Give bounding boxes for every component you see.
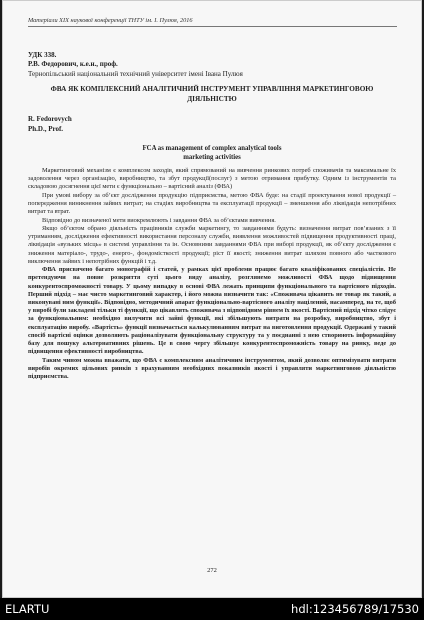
- udk-code: УДК 338.: [28, 51, 57, 59]
- english-title-line2: marketing activities: [183, 154, 241, 162]
- page-number: 272: [207, 567, 217, 574]
- paragraph: Якщо об’єктом обрано діяльність працівників служби маркетингу, то завданнями будуть: визначення витрат пов’язаних з її утриманням, дослідження ефективності використання персоналу служби, виявлення можливостей підвищення продуктивності праці, ліквідація «вузьких місць» в системі управління та ін. Основними завданнями ФВА при виборі продукції, як об’єкту дослідження є зниження матеріало-, трудо-, енерго-, фондомісткості продукції; ріст її якості; зниження витрат шляхом повного або часткового виключення зайвих і непотрібних функцій і т.д.: [28, 224, 396, 265]
- handle-id[interactable]: hdl:123456789/17530: [291, 602, 419, 616]
- header-rule: [28, 26, 397, 27]
- author-line: Р.В. Федорович, к.е.н., проф.: [28, 60, 118, 68]
- running-header: Матеріали XIX наукової конференції ТНТУ ім. І. Пулюя, 2016: [28, 17, 193, 24]
- paragraph: ФВА присвячено багато монографій і статей, у рамках цієї проблеми працює багато кваліфікованих спеціалістів. Не претендуючи на повне розкриття суті цього виду аналізу, розглянемо можливості ФВА щодо підвищення конкурентоспроможності товару. У цьому випадку в основі ФВА лежать принципи функціонального та вартісного підходів. Перший підхід – має чисто маркетинговий характер, і його можна визначити так: «Споживача цікавить не товар як такий, а виконувані ним функції». Відповідно, методичний апарат функціонально-вартісного аналізу націлений, насамперед, на те, щоб у виробі були закладені тільки ті функції, що цікавлять споживача з відповідним рівнем їх якості. Вартісний підхід чітко слідує за функціональним: необхідно вилучити всі зайві функції, які збільшують витрати на розробку, виробництво, збут і експлуатацію виробу. «Вартість» функції визначається калькулюванням витрат на виготовлення продукції. Одержані у такий спосіб вартісні оцінки дозволяють раціоналізувати функціональну структуру та у поєднанні з нею створюють інформаційну базу для пошуку альтернативних рішень. Це в свою чергу збільшує конкурентоспроможність товару на ринку, веде до підвищення ефективності виробництва.: [28, 266, 396, 356]
- repository-footer: [0, 598, 424, 620]
- document-page: [2, 0, 422, 598]
- english-degree: Ph.D., Prof.: [28, 125, 64, 133]
- paragraph: Відповідно до визначеної мети виокремлюють і завдання ФВА за об’єктами вивчення.: [42, 216, 276, 224]
- article-body: [28, 167, 396, 381]
- english-author: R. Fedorovych: [28, 115, 72, 123]
- article-title: ФВА ЯК КОМПЛЕКСНИЙ АНАЛІТИЧНИЙ ІНСТРУМЕНТ УПРАВЛІННЯ МАРКЕТИНГОВОЮ ДІЯЛЬНІСТЮ: [50, 85, 374, 103]
- english-title-line1: FCA as management of complex analytical tools: [142, 145, 282, 152]
- paragraph: Маркетинговий механізм є комплексом заходів, який спрямований на вивчення ринкових потреб споживачів та максимальне їх задоволення через організацію, виробництво, та збут продукції(послуг) з метою отримання прибутку. Одним із інструментів та складовою досягнення цієї мети є функціонально – вартісний аналіз (ФВА): [28, 167, 396, 191]
- repository-name: ELARTU: [5, 602, 50, 616]
- paragraph: Таким чином можна вважати, що ФВА є комплексним аналітичним інструментом, який дозволяє оптимізувати витрати виробів окремих цільових ринків з врахуванням необхідних показників якості і управляти маркетинговою діяльністю підприємства.: [28, 356, 396, 381]
- affiliation: Тернопільський національний технічний університет імені Івана Пулюя: [28, 70, 243, 78]
- english-title: [43, 144, 381, 163]
- paragraph: При умові вибору за об’єкт дослідження продукцію підприємства, метою ФВА буде: на стадії проектування нової продукції – попередження виникнення зайвих витрат; на стадіях виробництва та експлуатації продукції – зменшення або ліквідація непотрібних витрат та втрат.: [28, 191, 396, 216]
